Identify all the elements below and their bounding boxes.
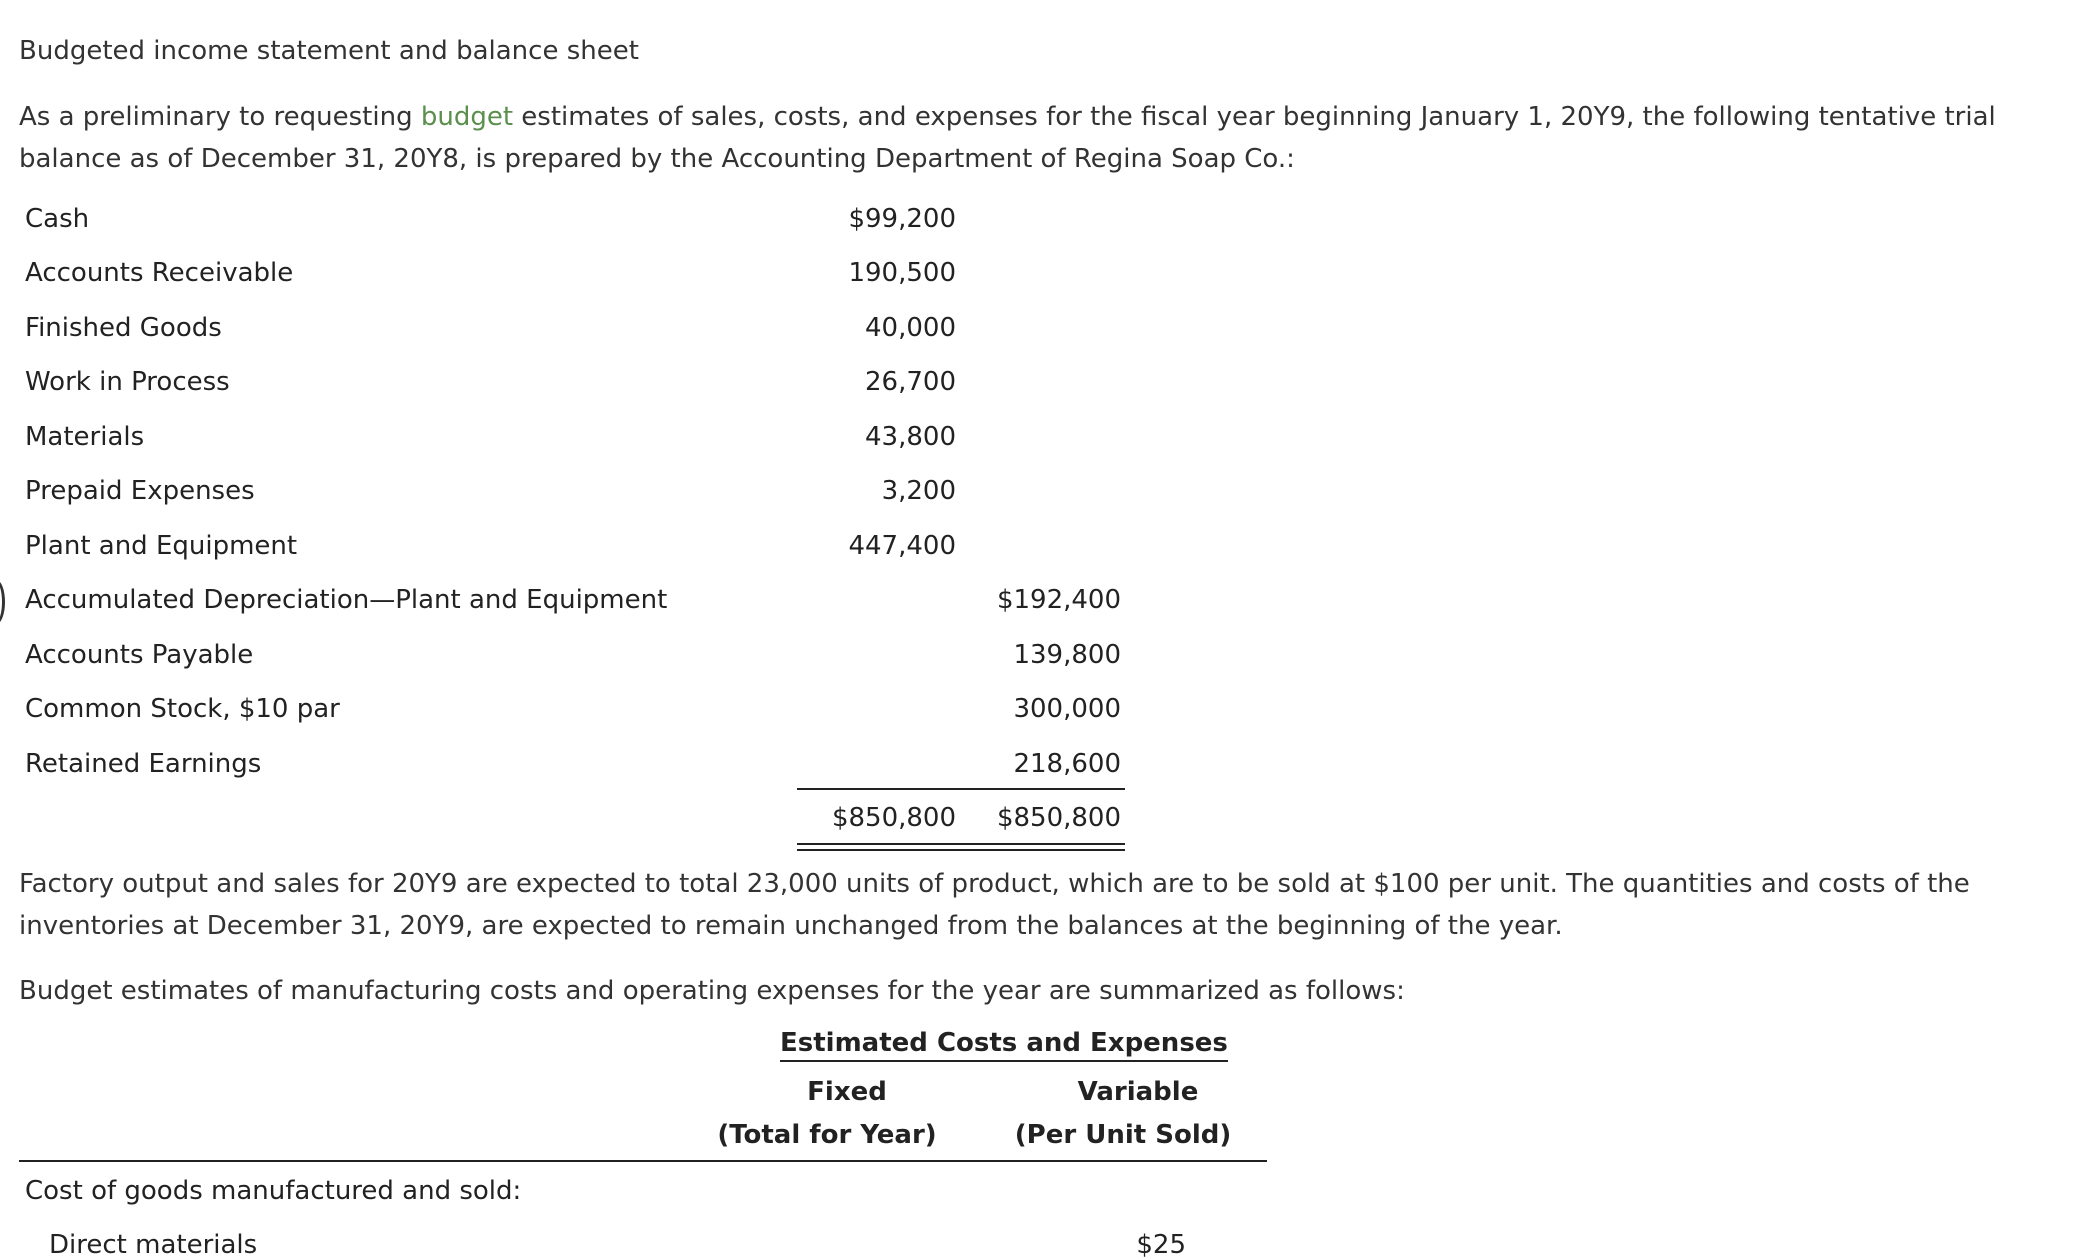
- fixed-subheader: (Total for Year): [717, 1120, 937, 1150]
- variable-subheader: (Per Unit Sold): [1014, 1120, 1232, 1150]
- tb-row-label: Materials: [25, 422, 145, 452]
- variable-header: Variable: [1077, 1077, 1199, 1107]
- tb-row-label: Retained Earnings: [25, 749, 262, 779]
- left-edge-marker: [0, 580, 5, 624]
- budget-link[interactable]: budget: [420, 102, 514, 132]
- tb-debit: 447,400: [848, 531, 956, 561]
- intro-paragraph: [19, 96, 2059, 180]
- tb-row-label: Accounts Payable: [25, 640, 254, 670]
- intro-text-before: As a preliminary to requesting: [19, 102, 421, 132]
- estimate-variable-value: $25: [1136, 1230, 1186, 1260]
- estimates-header-rule: [19, 1160, 1267, 1162]
- intro-text-after: estimates of sales, costs, and expenses for the fiscal year beginning January 1, 20Y9, the following tentative trial balance as of December 31, 20Y8, is prepared by the Accounting Department of Regina Soap Co.:: [19, 102, 1996, 174]
- tb-row-label: Common Stock, $10 par: [25, 694, 340, 724]
- tb-credit: 139,800: [1013, 640, 1121, 670]
- tb-row-label: Finished Goods: [25, 313, 222, 343]
- tb-row-label: Prepaid Expenses: [25, 476, 255, 506]
- tb-credit: 300,000: [1013, 694, 1121, 724]
- fixed-header: Fixed: [807, 1077, 887, 1107]
- double-rule-bottom: [797, 849, 1125, 851]
- tb-debit: 190,500: [848, 258, 956, 288]
- tb-row-label: Cash: [25, 204, 90, 234]
- tb-credit: 218,600: [1013, 749, 1121, 779]
- estimate-row-label: Direct materials: [49, 1230, 258, 1260]
- tb-row-label: Accounts Receivable: [25, 258, 294, 288]
- tb-row-label: Work in Process: [25, 367, 230, 397]
- tb-debit: 43,800: [865, 422, 956, 452]
- total-rule: [797, 788, 1125, 790]
- factory-paragraph: Factory output and sales for 20Y9 are expected to total 23,000 units of product, which are to be sold at $100 per unit. The quantities and costs of the inventories at December 31, 20Y9, are expected to remain unchanged from the balances at the beginning of the year.: [19, 869, 1970, 941]
- double-rule-top: [797, 843, 1125, 845]
- tb-credit: $192,400: [996, 585, 1121, 615]
- tb-debit: 26,700: [865, 367, 956, 397]
- tb-debit: $99,200: [848, 204, 956, 234]
- tb-row-label: Accumulated Depreciation—Plant and Equipment: [25, 585, 668, 615]
- total-debit: $850,800: [831, 803, 956, 833]
- tb-debit: 40,000: [865, 313, 956, 343]
- tb-row-label: Plant and Equipment: [25, 531, 298, 561]
- tb-debit: 3,200: [881, 476, 956, 506]
- total-credit: $850,800: [996, 803, 1121, 833]
- page-heading: Budgeted income statement and balance sheet: [19, 36, 639, 66]
- estimates-title: Estimated Costs and Expenses: [780, 1028, 1228, 1062]
- section-label: Cost of goods manufactured and sold:: [25, 1176, 522, 1206]
- budget-paragraph: Budget estimates of manufacturing costs and operating expenses for the year are summarized as follows:: [19, 976, 1405, 1006]
